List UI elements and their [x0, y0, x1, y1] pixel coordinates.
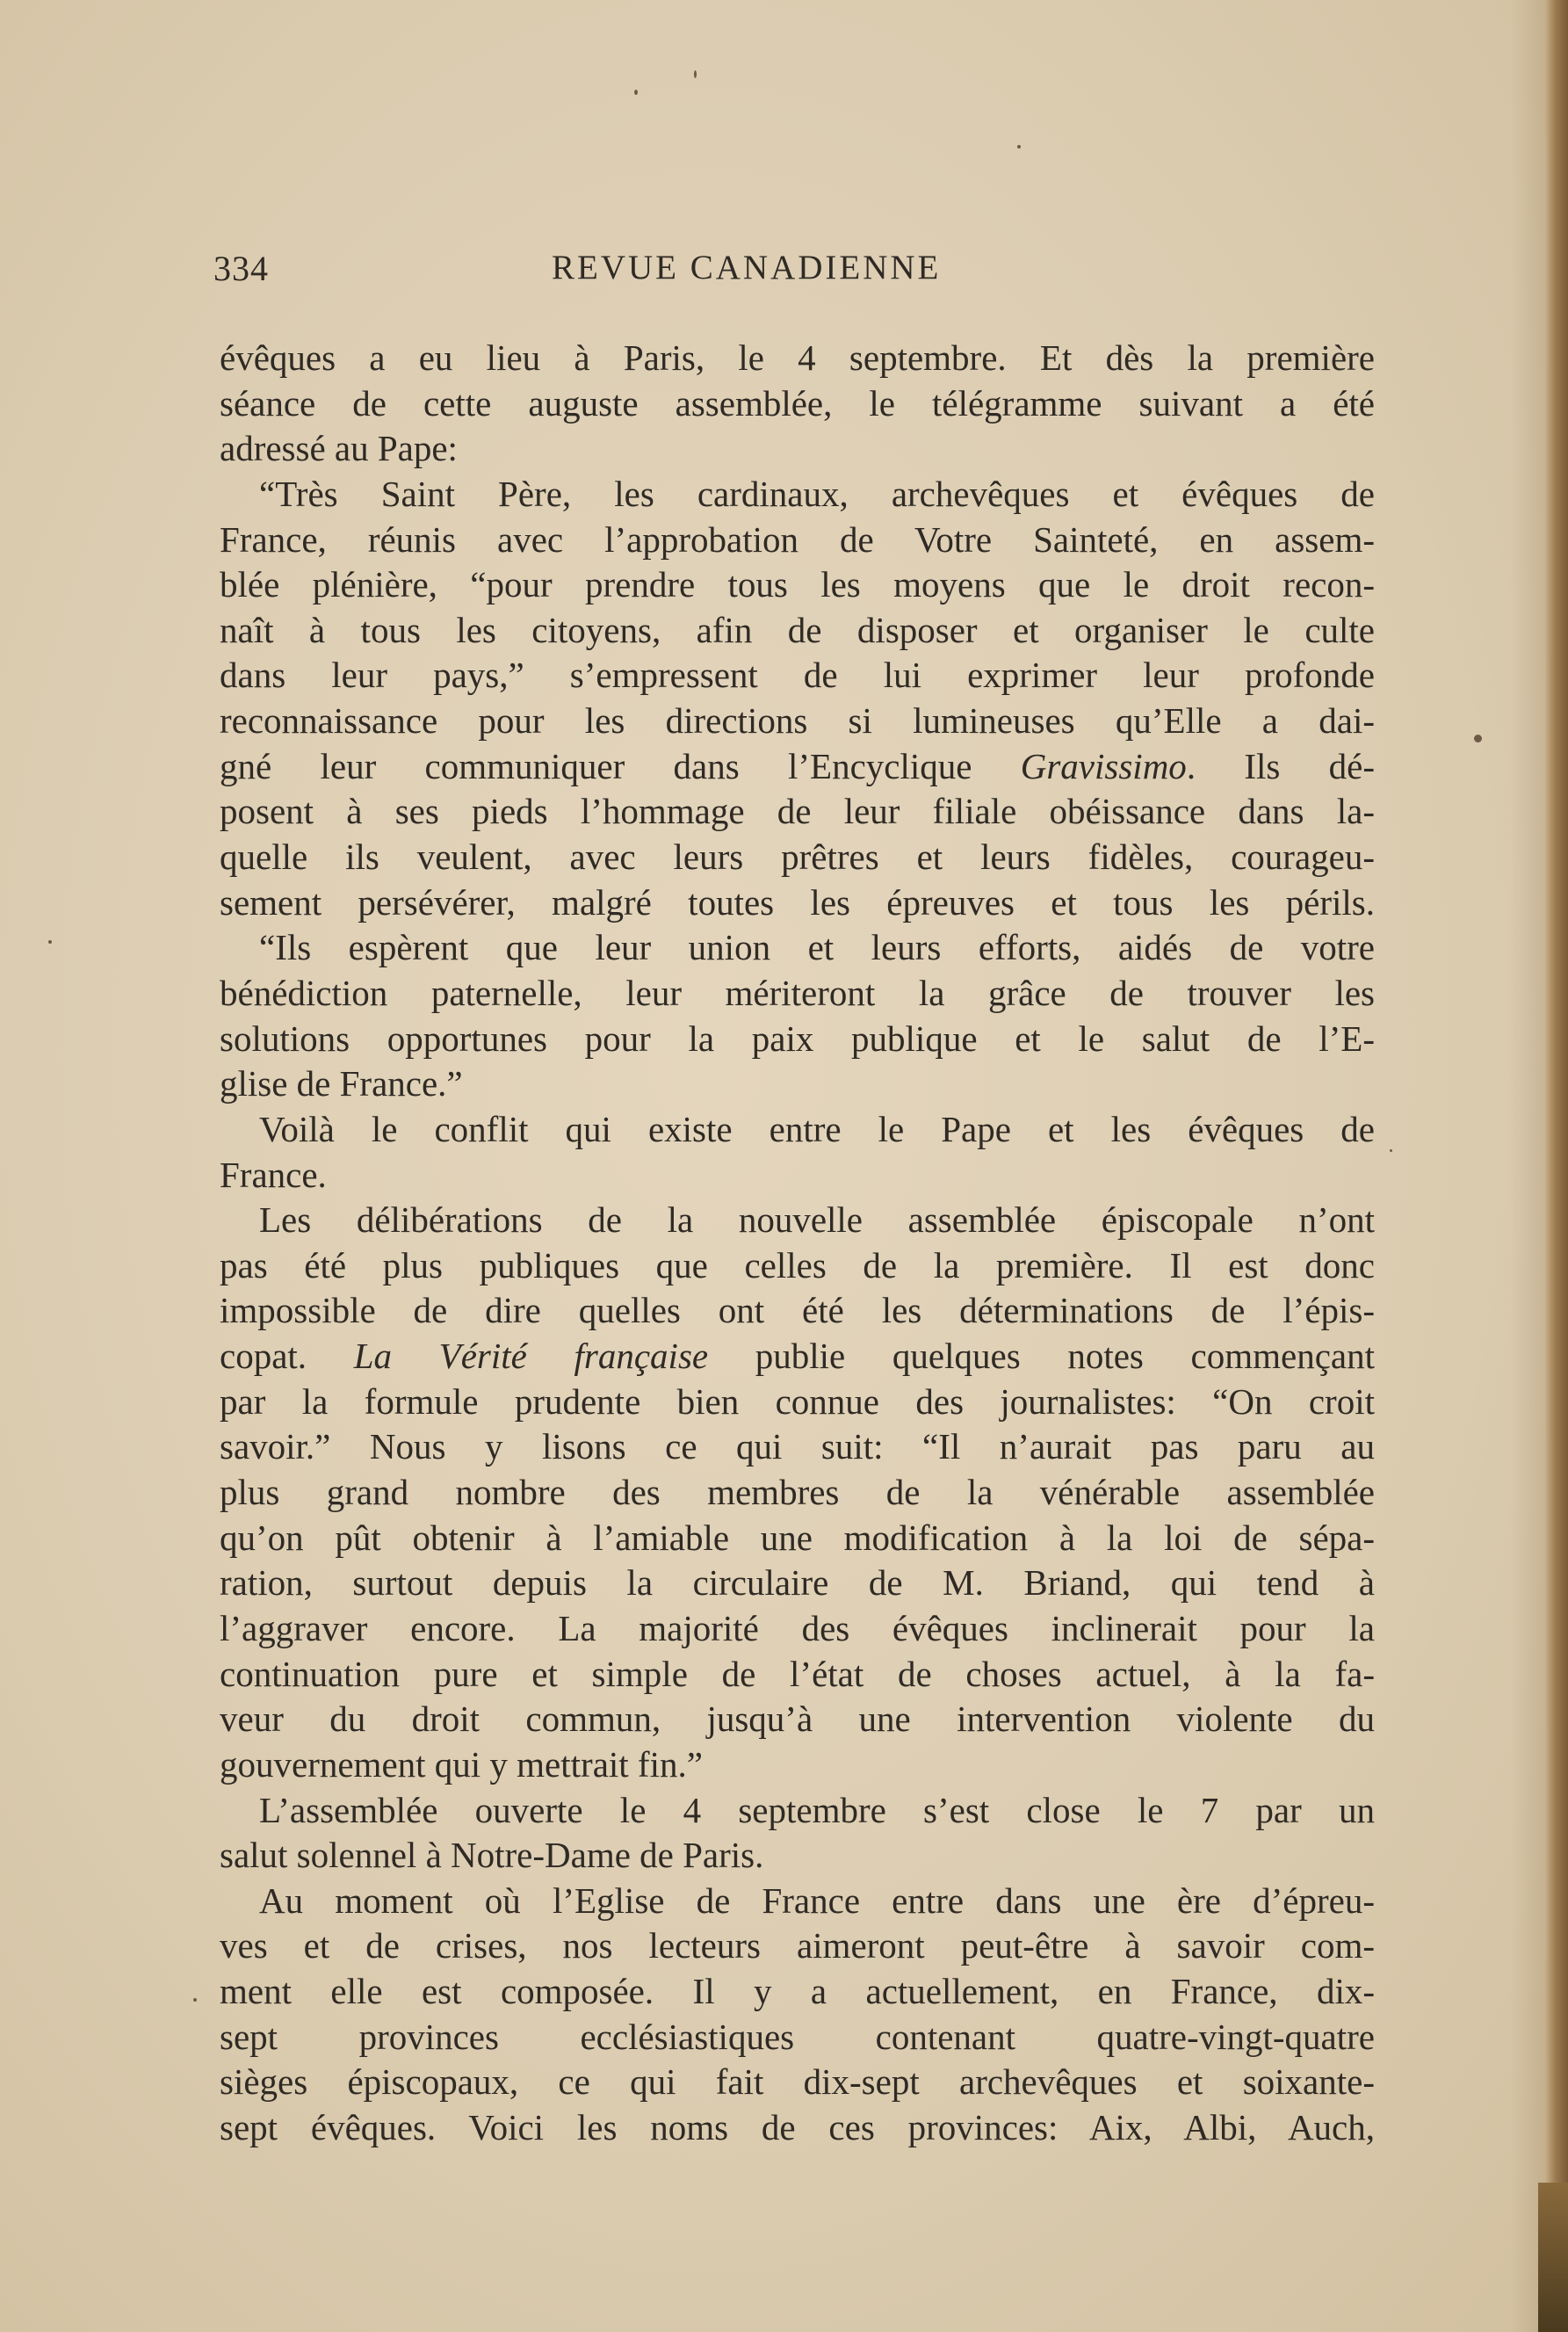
paper-speck — [193, 1998, 197, 2002]
running-title: REVUE CANADIENNE — [552, 249, 942, 286]
text-line: L’assemblée ouverte le 4 septembre s’est close le 7 par un — [259, 1789, 1375, 1830]
text-segment: gné leur communiquer dans l’Encyclique — [220, 745, 1021, 786]
text-line: gouvernement qui y mettrait fin.” — [220, 1743, 703, 1785]
text-line: blée plénière, “pour prendre tous les moyens que le droit recon- — [220, 564, 1375, 605]
page-edge — [1545, 0, 1568, 2332]
text-line: qu’on pût obtenir à l’amiable une modification à la loi de sépa- — [220, 1517, 1375, 1558]
text-line: sement persévérer, malgré toutes les épreuves et tous les périls. — [220, 881, 1375, 923]
text-line: ves et de crises, nos lecteurs aimeront peut-être à savoir com- — [220, 1925, 1375, 1966]
text-line: Voilà le conflit qui existe entre le Pape et les évêques de — [259, 1108, 1375, 1149]
text-line: salut solennel à Notre-Dame de Paris. — [220, 1835, 764, 1876]
text-line: France. — [220, 1154, 327, 1195]
text-line: glise de France.” — [220, 1063, 463, 1104]
text-line: Au moment où l’Eglise de France entre dans une ère d’épreu- — [259, 1879, 1375, 1921]
text-line: sept provinces ecclésiastiques contenant quatre-vingt-quatre — [220, 2016, 1375, 2057]
text-line: France, réunis avec l’approbation de Votre Sainteté, en assem- — [220, 518, 1375, 560]
text-line: posent à ses pieds l’hommage de leur filiale obéissance dans la- — [220, 791, 1375, 832]
binding-strip — [1538, 2183, 1568, 2332]
text-line: pas été plus publiques que celles de la première. Il est donc — [220, 1244, 1375, 1285]
italic-encyclical-title: Gravissimo — [1020, 745, 1187, 786]
text-line: plus grand nombre des membres de la vénérable assemblée — [220, 1472, 1375, 1513]
text-line: continuation pure et simple de l’état de choses actuel, à la fa- — [220, 1653, 1375, 1694]
text-line: bénédiction paternelle, leur mériteront la grâce de trouver les — [220, 972, 1375, 1013]
text-line: “Très Saint Père, les cardinaux, archevêques et évêques de — [259, 473, 1375, 514]
text-line: séance de cette auguste assemblée, le télégramme suivant a été — [220, 382, 1375, 424]
text-line: ment elle est composée. Il y a actuellement, en France, dix- — [220, 1971, 1375, 2012]
text-segment: . Ils dé- — [1186, 745, 1375, 786]
paper-speck — [634, 90, 638, 95]
text-segment: copat. — [220, 1336, 354, 1377]
article-body — [220, 336, 1375, 2151]
italic-newspaper-title: La Vérité française — [353, 1336, 709, 1377]
paper-speck — [694, 70, 697, 78]
page-number: 334 — [213, 249, 269, 288]
text-line: quelle ils veulent, avec leurs prêtres et leurs fidèles, courageu- — [220, 836, 1375, 878]
text-line: ration, surtout depuis la circulaire de M. Briand, qui tend à — [220, 1562, 1375, 1604]
text-line: évêques a eu lieu à Paris, le 4 septembre. Et dès la première — [220, 337, 1375, 378]
text-line: reconnaissance pour les directions si lumineuses qu’Elle a dai- — [220, 700, 1375, 742]
page-gutter-shadow — [1510, 0, 1545, 2332]
text-line: dans leur pays,” s’empressent de lui exprimer leur profonde — [220, 655, 1375, 696]
text-line: par la formule prudente bien connue des journalistes: “On croit — [220, 1380, 1375, 1422]
text-line: “Ils espèrent que leur union et leurs efforts, aidés de votre — [259, 927, 1375, 968]
text-line: sièges épiscopaux, ce qui fait dix-sept archevêques et soixante- — [220, 2061, 1375, 2103]
paper-speck — [1390, 1149, 1392, 1152]
text-line: adressé au Pape: — [220, 428, 458, 469]
text-line: naît à tous les citoyens, afin de disposer et organiser le culte — [220, 609, 1375, 650]
text-line: l’aggraver encore. La majorité des évêques inclinerait pour la — [220, 1607, 1375, 1648]
text-line: solutions opportunes pour la paix publique et le salut de l’E- — [220, 1018, 1375, 1059]
text-line: Les délibérations de la nouvelle assemblée épiscopale n’ont — [259, 1199, 1375, 1241]
text-segment: publie quelques notes commençant — [708, 1336, 1375, 1377]
paper-speck — [1474, 735, 1482, 742]
text-line: veur du droit commun, jusqu’à une intervention violente du — [220, 1698, 1375, 1740]
text-line: sept évêques. Voici les noms de ces provinces: Aix, Albi, Auch, — [220, 2106, 1375, 2147]
paper-speck — [1017, 145, 1021, 148]
paper-speck — [48, 940, 52, 944]
running-header — [213, 248, 1373, 297]
text-line: impossible de dire quelles ont été les déterminations de l’épis- — [220, 1290, 1375, 1331]
text-line-with-italic — [220, 1334, 1375, 1380]
text-line: savoir.” Nous y lisons ce qui suit: “Il n’aurait pas paru au — [220, 1426, 1375, 1467]
text-line-with-italic — [220, 744, 1375, 790]
